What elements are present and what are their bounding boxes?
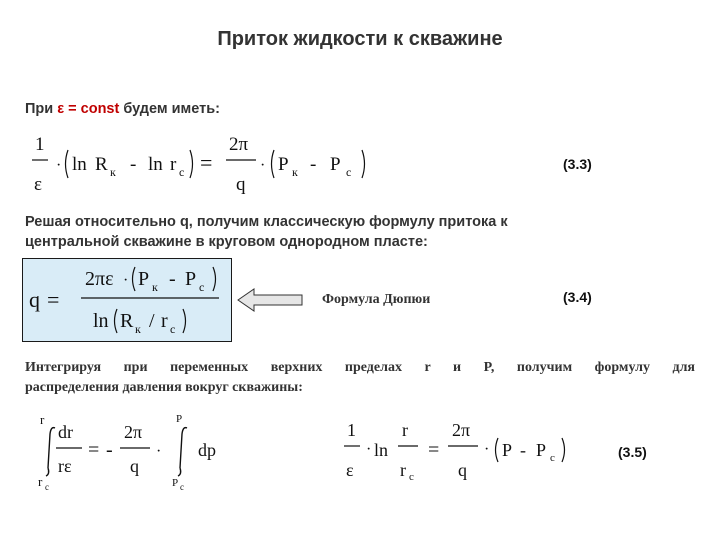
svg-text:c: c — [199, 280, 205, 294]
svg-text:q: q — [236, 174, 246, 195]
paragraph-2 — [25, 358, 695, 398]
svg-text:c: c — [170, 322, 176, 336]
svg-text:P: P — [185, 268, 197, 290]
svg-text:-: - — [310, 154, 317, 175]
svg-text:q: q — [29, 287, 40, 312]
equation-3-5-integrals — [28, 410, 248, 492]
paragraph-2-line1: Интегрируя при переменных верхних пределах r и P, получим формулу для — [25, 360, 695, 375]
intro-suffix: будем иметь: — [119, 101, 220, 117]
dupuit-formula-caption: Формула Дюпюи — [322, 292, 431, 307]
svg-text:к: к — [110, 165, 116, 179]
svg-text:r: r — [400, 460, 406, 480]
svg-text:c: c — [550, 452, 555, 464]
svg-text:=: = — [428, 439, 440, 461]
svg-text:c: c — [180, 482, 184, 492]
eq34-number: (3.4) — [563, 289, 592, 305]
svg-text:ε: ε — [346, 460, 354, 480]
svg-text:-: - — [130, 154, 137, 175]
svg-text:к: к — [152, 280, 158, 294]
svg-text:dp: dp — [198, 440, 216, 460]
left-arrow-icon — [236, 287, 306, 313]
svg-text:rε: rε — [58, 456, 72, 476]
svg-text:r: r — [402, 420, 408, 440]
intro-prefix: При — [25, 101, 58, 117]
svg-text:R: R — [95, 154, 108, 175]
svg-text:-: - — [169, 268, 176, 290]
svg-text:·: · — [56, 157, 62, 174]
svg-text:·: · — [156, 443, 162, 460]
page-title: Приток жидкости к скважине — [217, 28, 503, 50]
paragraph-1-line1: Решая относительно q, получим классическую формулу притока к — [25, 214, 508, 230]
svg-text:c: c — [45, 482, 49, 492]
svg-text:-: - — [520, 440, 526, 460]
svg-text:·: · — [484, 441, 490, 458]
svg-text:ln: ln — [72, 154, 87, 175]
svg-text:P: P — [138, 268, 150, 290]
svg-text:P: P — [176, 413, 183, 425]
eq33-number: (3.3) — [563, 156, 592, 172]
svg-text:2π: 2π — [452, 420, 471, 440]
paragraph-1 — [25, 212, 508, 252]
svg-text:R: R — [120, 310, 134, 332]
equation-3-5 — [338, 412, 593, 484]
svg-text:ln: ln — [148, 154, 163, 175]
paragraph-2-line2: распределения давления вокруг скважины: — [25, 380, 303, 395]
svg-text:q: q — [130, 456, 139, 476]
svg-text:r: r — [40, 412, 45, 427]
svg-text:·: · — [366, 441, 372, 458]
svg-text:1: 1 — [347, 420, 356, 440]
svg-text:2π: 2π — [124, 422, 143, 442]
svg-text:к: к — [292, 165, 298, 179]
svg-text:/: / — [149, 310, 155, 332]
svg-text:2π: 2π — [229, 134, 249, 155]
svg-text:·: · — [123, 272, 129, 289]
svg-text:=: = — [47, 287, 60, 312]
svg-text:P: P — [536, 440, 547, 460]
equation-3-4 — [23, 259, 230, 340]
svg-text:P: P — [330, 154, 341, 175]
eq33-num-1: 1 — [35, 134, 45, 155]
intro-condition: ε = const — [57, 101, 120, 117]
svg-text:P: P — [502, 440, 513, 460]
svg-text:c: c — [179, 165, 185, 179]
svg-text:=: = — [88, 439, 100, 461]
svg-text:-: - — [106, 439, 113, 461]
svg-text:ln: ln — [93, 310, 109, 332]
svg-text:=: = — [200, 150, 213, 175]
svg-text:r: r — [170, 154, 177, 175]
svg-text:ln: ln — [374, 440, 389, 460]
svg-text:2πε: 2πε — [85, 268, 114, 290]
svg-text:c: c — [409, 471, 414, 483]
equation-3-3 — [24, 128, 394, 200]
svg-text:P: P — [172, 477, 179, 489]
svg-text:P: P — [278, 154, 289, 175]
svg-text:r: r — [161, 310, 168, 332]
svg-text:q: q — [458, 460, 467, 480]
svg-text:r: r — [38, 474, 43, 489]
dupuit-formula-box — [22, 258, 232, 342]
svg-text:·: · — [260, 157, 266, 174]
svg-text:ε: ε — [34, 174, 42, 195]
svg-text:dr: dr — [58, 422, 73, 442]
svg-text:c: c — [346, 165, 352, 179]
svg-text:к: к — [135, 322, 141, 336]
paragraph-1-line2: центральной скважине в круговом однородном пласте: — [25, 234, 428, 250]
intro-line — [25, 101, 220, 117]
eq35-number: (3.5) — [618, 444, 647, 460]
